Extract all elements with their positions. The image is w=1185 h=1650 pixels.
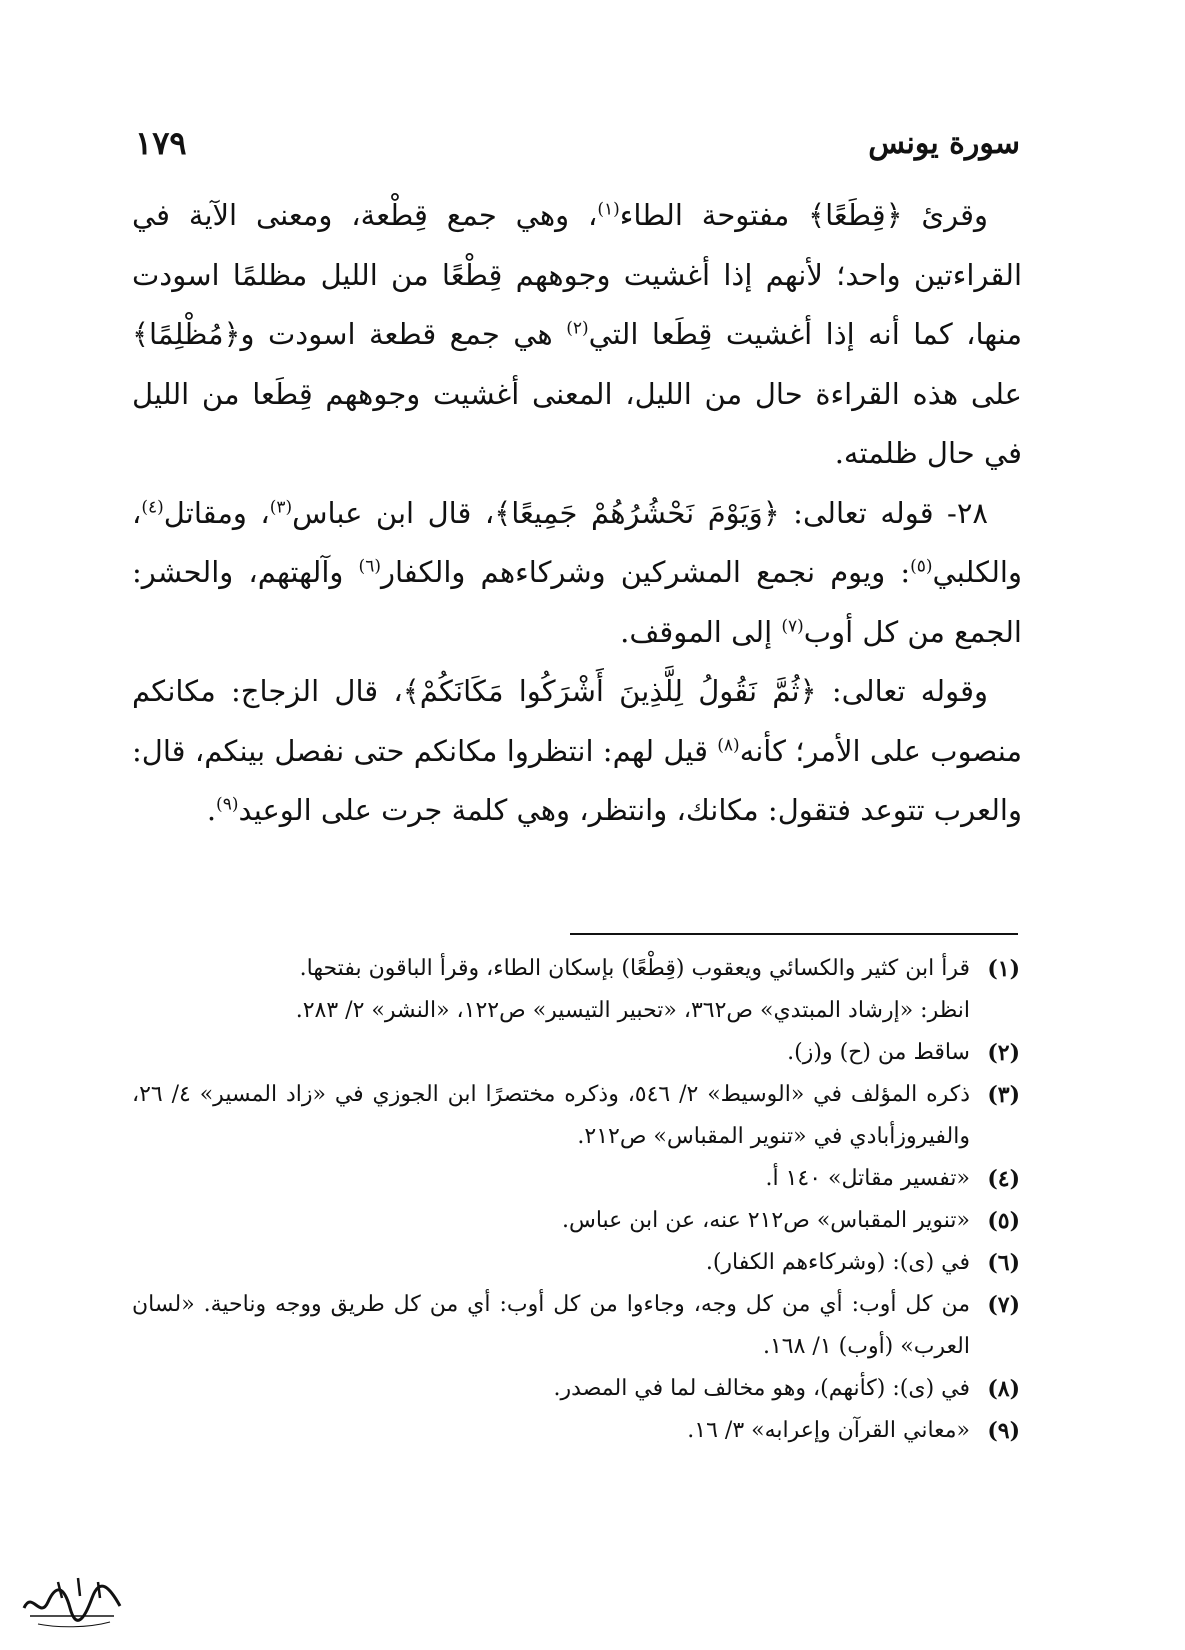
- footnote: [132, 948, 1020, 1032]
- main-text: [132, 186, 1022, 841]
- footnote-number: (١): [987, 956, 1020, 982]
- footnote-ref: (٩): [216, 794, 239, 815]
- footnote-number: (٤): [987, 1166, 1020, 1192]
- footnote-text: [132, 1284, 970, 1368]
- paragraph: [132, 186, 1022, 484]
- footnote-line: «معاني القرآن وإعرابه» ٣/ ١٦.: [687, 1418, 970, 1443]
- page-number: ١٧٩: [135, 124, 187, 162]
- footnote-number: (٧): [987, 1292, 1020, 1318]
- text-run: قيل لهم: انتظروا مكانكم حتى نفصل بينكم، قال: والعرب تتوعد فتقول: مكانك، وانتظر، وهي كلمة جرت على الوعيد: [132, 733, 1022, 827]
- text-run: وقرئ: [902, 198, 988, 232]
- footnote-text: [132, 1158, 970, 1200]
- footnote-line: ساقط من (ح) و(ز).: [787, 1040, 970, 1065]
- footnote-line: انظر: «إرشاد المبتدي» ص٣٦٢، «تحبير التيسير» ص١٢٢، «النشر» ٢/ ٢٨٣.: [295, 998, 970, 1023]
- quran-verse: ﴿ثُمَّ نَقُولُ لِلَّذِينَ أَشْرَكُوا مَكَانَكُمْ﴾: [402, 674, 817, 708]
- footnote-number: (٣): [987, 1082, 1020, 1108]
- footnote-text: [132, 1242, 970, 1284]
- footnote-number: (٥): [987, 1208, 1020, 1234]
- text-run: وقوله تعالى:: [816, 674, 988, 708]
- text-run: ، والكلبي: [132, 495, 1022, 589]
- text-run: ، ومقاتل: [163, 495, 270, 530]
- footnote-text: [132, 948, 970, 1032]
- footnote: [132, 1032, 1020, 1074]
- footnote: [132, 1074, 1020, 1158]
- text-run: ، قال الزجاج: مكانكم منصوب على الأمر؛ كأنه: [132, 674, 1022, 768]
- footnote-text: [132, 1032, 970, 1074]
- footnote-line: في (ى): (وشركاءهم الكفار).: [705, 1250, 970, 1275]
- quran-verse: ﴿وَيَوْمَ نَحْشُرُهُمْ جَمِيعًا﴾: [494, 495, 780, 530]
- footnote-number: (٦): [987, 1250, 1020, 1276]
- footnote-line: «تنوير المقباس» ص٢١٢ عنه، عن ابن عباس.: [561, 1208, 970, 1233]
- text-run: : ويوم نجمع المشركين وشركاءهم والكفار: [380, 555, 911, 589]
- footnote-number: (٩): [987, 1418, 1020, 1444]
- footnote-text: [132, 1410, 970, 1452]
- text-run: إلى الموقف.: [620, 614, 782, 649]
- text-run: هي جمع قطعة اسودت و: [240, 317, 567, 351]
- text-run: .: [206, 793, 217, 827]
- publisher-stamp-icon: [18, 1568, 128, 1634]
- footnote: [132, 1242, 1020, 1284]
- footnote: [132, 1200, 1020, 1242]
- footnote: [132, 1284, 1020, 1368]
- footnote-ref: (٢): [566, 318, 589, 339]
- footnote-text: [132, 1200, 970, 1242]
- quran-verse: ﴿مُظْلِمًا﴾: [132, 317, 241, 351]
- quran-verse: ﴿قِطَعًا﴾: [808, 198, 903, 232]
- footnote-number: (٢): [987, 1040, 1020, 1066]
- footnote-separator: [570, 933, 1018, 935]
- paragraph: [132, 484, 1022, 663]
- footnote-ref: (٥): [910, 556, 933, 577]
- text-run: على هذه القراءة حال من الليل، المعنى أغشيت وجوههم قِطَعا من الليل في حال ظلمته.: [132, 376, 1022, 470]
- footnote-line: من كل أوب: أي من كل وجه، وجاءوا من كل أوب: أي من كل طريق ووجه وناحية. «لسان العرب» (أوب) ١/ ١٦٨.: [132, 1292, 970, 1359]
- footnote-number: (٨): [987, 1376, 1020, 1402]
- footnote-ref: (٤): [141, 496, 164, 517]
- footnote-ref: (٦): [358, 556, 381, 577]
- footnote-line: ذكره المؤلف في «الوسيط» ٢/ ٥٤٦، وذكره مختصرًا ابن الجوزي في «زاد المسير» ٤/ ٢٦، والفيروزأبادي في «تنوير المقباس» ص٢١٢.: [132, 1082, 971, 1149]
- footnote-line: في (ى): (كأنهم)، وهو مخالف لما في المصدر.: [553, 1376, 970, 1401]
- text-run: ، وهي جمع قِطْعة، ومعنى الآية في القراءتين واحد؛ لأنهم إذا أغشيت وجوههم قِطْعًا من الليل مظلمًا اسودت منها، كما أنه إذا أغشيت قِطَعا التي: [132, 198, 1022, 351]
- footnote-ref: (٧): [781, 615, 804, 636]
- footnote: [132, 1410, 1020, 1452]
- paragraph: [132, 662, 1022, 841]
- footnote-ref: (٣): [269, 496, 293, 517]
- text-run: ٢٨- قوله تعالى:: [779, 495, 989, 530]
- footnote-text: [132, 1368, 970, 1410]
- text-run: وآلهتهم، والحشر: الجمع من كل أوب: [132, 555, 1022, 649]
- footnote: [132, 1368, 1020, 1410]
- footnote-line: قرأ ابن كثير والكسائي ويعقوب (قِطْعًا) بإسكان الطاء، وقرأ الباقون بفتحها.: [299, 956, 970, 981]
- footnote-ref: (٨): [717, 734, 740, 755]
- footnote-ref: (١): [597, 199, 620, 220]
- page-header: [135, 118, 1020, 168]
- footnote-line: «تفسير مقاتل» ١٤٠ أ.: [765, 1166, 970, 1191]
- footnotes: [132, 948, 1020, 1452]
- text-run: مفتوحة الطاء: [619, 198, 809, 232]
- footnote: [132, 1158, 1020, 1200]
- text-run: ، قال ابن عباس: [292, 495, 495, 530]
- surah-title: سورة يونس: [868, 125, 1020, 161]
- footnote-text: [132, 1074, 970, 1158]
